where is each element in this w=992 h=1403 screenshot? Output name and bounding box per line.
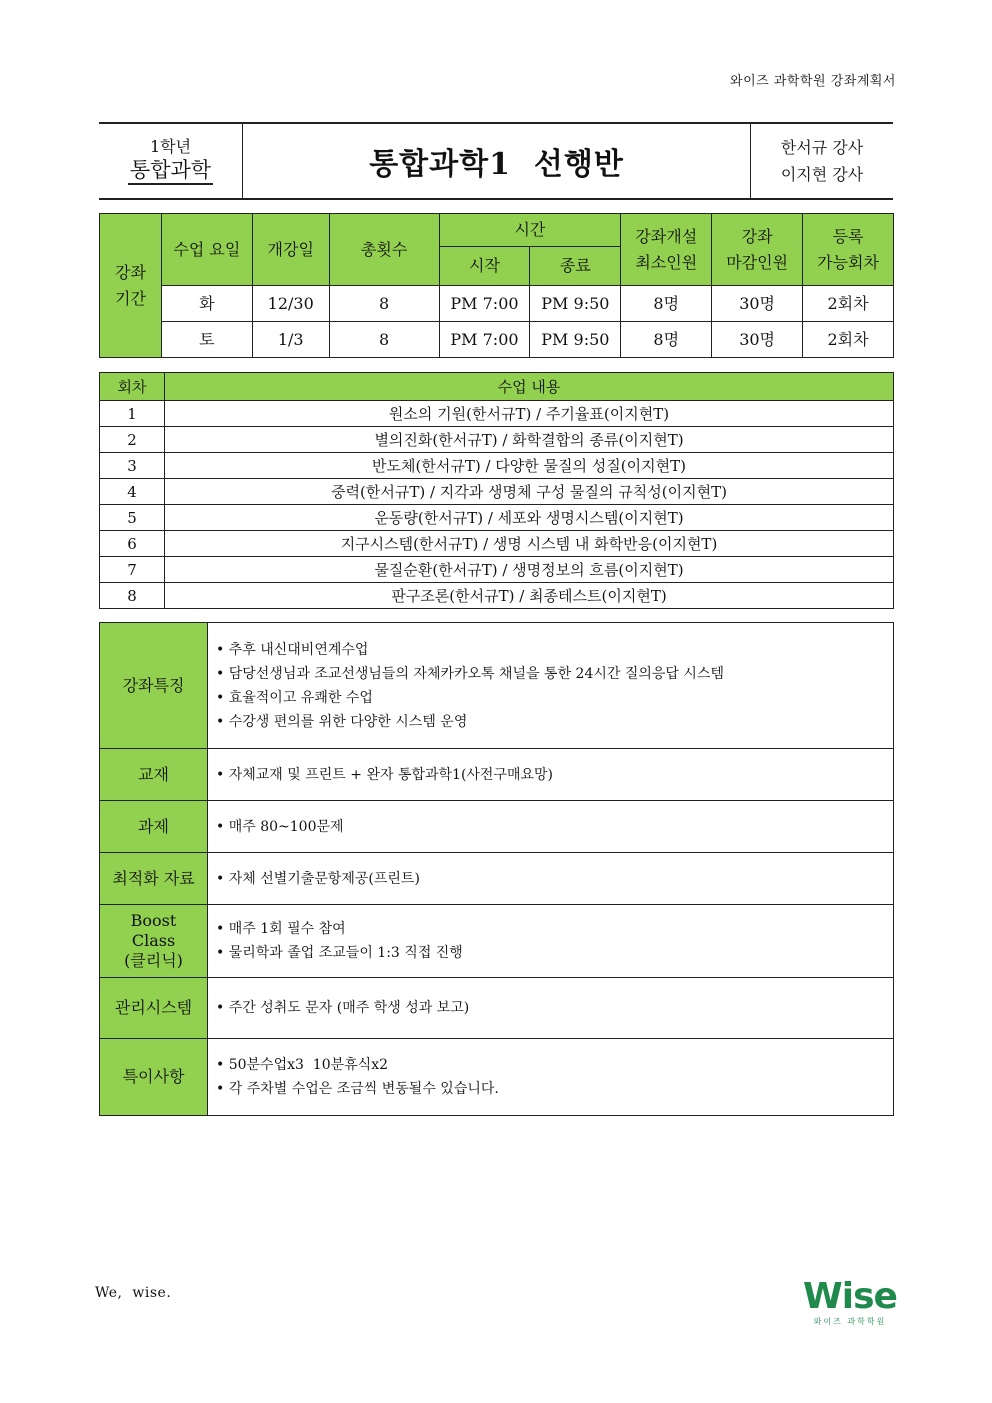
materials-label: 최적화 자료 (100, 853, 208, 905)
grade-subject-cell (99, 124, 243, 198)
curriculum-row (100, 505, 894, 531)
textbook-row (100, 749, 894, 801)
grade-label: 1학년 (149, 137, 192, 156)
textbook-item: • 자체교재 및 프린트 + 완자 통합과학1(사전구매요망) (216, 763, 893, 787)
col-sessions: 총횟수 (329, 214, 439, 286)
wise-logo (800, 1278, 900, 1327)
homework-label: 과제 (100, 801, 208, 853)
lesson-content: 지구시스템(한서규T) / 생명 시스템 내 화학반응(이지현T) (165, 531, 894, 557)
boost-class-row (100, 905, 894, 978)
col-enroll-session: 등록 가능회차 (803, 214, 894, 286)
lesson-content: 운동량(한서규T) / 세포와 생명시스템(이지현T) (165, 505, 894, 531)
textbook-label: 교재 (100, 749, 208, 801)
curriculum-row (100, 427, 894, 453)
period-label: 강좌 기간 (100, 214, 162, 358)
lesson-content: 원소의 기원(한서규T) / 주기율표(이지현T) (165, 401, 894, 427)
lesson-content: 판구조론(한서규T) / 최종테스트(이지현T) (165, 583, 894, 609)
feature-item: • 효율적이고 유쾌한 수업 (216, 686, 893, 710)
lesson-content: 물질순환(한서규T) / 생명정보의 흐름(이지현T) (165, 557, 894, 583)
session-number: 1 (100, 401, 165, 427)
instructors-cell (750, 124, 893, 198)
curriculum-row (100, 479, 894, 505)
materials-row (100, 853, 894, 905)
curriculum-row (100, 531, 894, 557)
session-number: 4 (100, 479, 165, 505)
curriculum-row (100, 583, 894, 609)
lesson-content: 별의진화(한서규T) / 화학결합의 종류(이지현T) (165, 427, 894, 453)
start-time-cell: PM 7:00 (439, 322, 530, 358)
curriculum-row (100, 557, 894, 583)
document-label: 와이즈 과학학원 강좌계획서 (730, 74, 896, 89)
start-date-cell: 1/3 (252, 322, 329, 358)
course-title: 통합과학1 선행반 (369, 147, 624, 182)
feature-item: • 담당선생님과 조교선생님들의 자체카카오톡 채널을 통한 24시간 질의응답 시스템 (216, 662, 893, 686)
min-cell: 8명 (621, 322, 712, 358)
col-time-start: 시작 (439, 247, 530, 286)
min-cell: 8명 (621, 286, 712, 322)
management-row (100, 978, 894, 1039)
enroll-cell: 2회차 (803, 286, 894, 322)
start-time-cell: PM 7:00 (439, 286, 530, 322)
logo-subtitle: 와이즈 과학학원 (813, 1317, 887, 1326)
feature-item: • 수강생 편의를 위한 다양한 시스템 운영 (216, 710, 893, 734)
schedule-row (100, 286, 894, 322)
max-cell: 30명 (712, 322, 803, 358)
col-session-number: 회차 (100, 373, 165, 401)
feature-item: • 추후 내신대비연계수업 (216, 638, 893, 662)
col-max-students: 강좌 마감인원 (712, 214, 803, 286)
subject-label: 통합과학 (128, 157, 213, 185)
boost-class-label: Boost Class (클리닉) (100, 905, 208, 978)
notes-row (100, 1039, 894, 1116)
management-item: • 주간 성취도 문자 (매주 학생 성과 보고) (216, 996, 893, 1020)
day-cell: 토 (161, 322, 252, 358)
col-min-students: 강좌개설 최소인원 (621, 214, 712, 286)
instructor-2: 이지현 강사 (780, 165, 864, 184)
col-time: 시간 (439, 214, 621, 247)
notes-label: 특이사항 (100, 1039, 208, 1116)
col-day: 수업 요일 (161, 214, 252, 286)
logo-wordmark: Wise (803, 1276, 897, 1317)
lesson-content: 중력(한서규T) / 지각과 생명체 구성 물질의 규칙성(이지현T) (165, 479, 894, 505)
footer-slogan: We, wise. (95, 1285, 172, 1301)
enroll-cell: 2회차 (803, 322, 894, 358)
sessions-cell: 8 (329, 322, 439, 358)
schedule-table (99, 213, 894, 358)
curriculum-table (99, 372, 894, 609)
management-label: 관리시스템 (100, 978, 208, 1039)
lesson-content: 반도체(한서규T) / 다양한 물질의 성질(이지현T) (165, 453, 894, 479)
session-number: 5 (100, 505, 165, 531)
boost-item: • 매주 1회 필수 참여 (216, 917, 893, 941)
instructor-1: 한서규 강사 (780, 138, 864, 157)
features-label: 강좌특징 (100, 623, 208, 749)
features-row (100, 623, 894, 749)
col-time-end: 종료 (530, 247, 621, 286)
sessions-cell: 8 (329, 286, 439, 322)
curriculum-row (100, 453, 894, 479)
note-item: • 각 주차별 수업은 조금씩 변동될수 있습니다. (216, 1077, 893, 1101)
end-time-cell: PM 9:50 (530, 322, 621, 358)
col-lesson-content: 수업 내용 (165, 373, 894, 401)
session-number: 6 (100, 531, 165, 557)
course-header (99, 122, 893, 200)
schedule-row (100, 322, 894, 358)
max-cell: 30명 (712, 286, 803, 322)
end-time-cell: PM 9:50 (530, 286, 621, 322)
homework-item: • 매주 80~100문제 (216, 815, 893, 839)
session-number: 7 (100, 557, 165, 583)
materials-item: • 자체 선별기출문항제공(프린트) (216, 867, 893, 891)
curriculum-row (100, 401, 894, 427)
session-number: 3 (100, 453, 165, 479)
boost-item: • 물리학과 졸업 조교들이 1:3 직접 진행 (216, 941, 893, 965)
note-item: • 50분수업x3 10분휴식x2 (216, 1053, 893, 1077)
day-cell: 화 (161, 286, 252, 322)
session-number: 2 (100, 427, 165, 453)
session-number: 8 (100, 583, 165, 609)
course-info-table (99, 622, 894, 1116)
start-date-cell: 12/30 (252, 286, 329, 322)
col-start-date: 개강일 (252, 214, 329, 286)
homework-row (100, 801, 894, 853)
